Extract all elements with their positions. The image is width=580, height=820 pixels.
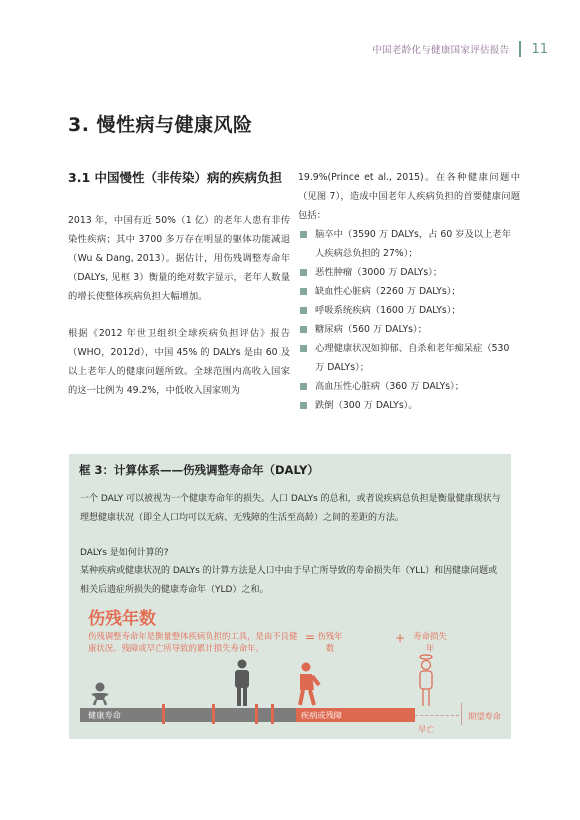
list-item [298,396,520,415]
list-item-text: 高血压性心脏病（360 万 DALYs）； [315,381,465,392]
list-item-text: 缺血性心脏病（2260 万 DALYs）； [315,286,461,297]
list-item-text: 跌倒（300 万 DALYs）。 [315,400,418,411]
box-title: 框 3：计算体系——伤残调整寿命年（DALY） [79,463,319,477]
square-bullet-icon [300,269,307,276]
box-question: DALYs 是如何计算的? [80,548,169,558]
square-bullet-icon [300,326,307,333]
paragraph-2-start: 根据《2012 年世卫组织全球疾病负担评估》报告（WHO，2012d），中国 45% 的 DALYs 是由 60 及以上老年人的健康问题所致。全球范围内高收入国家的这一比例为 49.2%，中低收入国家则为 [68,328,290,396]
box-answer: 某种疾病或健康状况的 DALYs 的计算方法是人口中由于早亡所导致的寿命损失年（YLL）和因健康问题或相关后遗症所损失的健康寿命年（YLD）之和。 [80,566,498,595]
square-bullet-icon [300,307,307,314]
square-bullet-icon [300,231,307,238]
lost-years-dashed-line [415,715,459,716]
header-divider [519,41,521,57]
paragraph-2-continued: 19.9%(Prince et al., 2015)。在各种健康问题中（见图 7），造成中国老年人疾病负担的首要健康问题包括： [298,172,520,221]
paragraph-1: 2013 年，中国有近 50%（1 亿）的老年人患有非传染性疾病；其中 3700 多万存在明显的躯体功能减退（Wu & Dang, 2013）。据估计，用伤残调整寿命年（DALYs, 见框 3）衡量的绝对数字显示，老年人数量的增长使整体疾病负担大幅增加。 [68,215,290,302]
list-item-text: 脑卒中（3590 万 DALYs，占 60 岁及以上老年人疾病总负担的 27%）； [315,229,511,259]
list-item-text: 心理健康状况如抑郁、自杀和老年痴呆症（530 万 DALYs）； [315,343,510,373]
life-expectancy-marker [461,703,462,725]
page-number: 11 [531,41,548,57]
list-item [298,225,520,263]
list-item [298,263,520,282]
running-title: 中国老龄化与健康国家评估报告 [372,45,510,56]
square-bullet-icon [300,402,307,409]
chapter-title: 3. 慢性病与健康风险 [68,114,253,136]
daly-info-box [69,454,511,739]
list-item-text: 呼吸系统疾病（1600 万 DALYs）； [315,305,461,316]
square-bullet-icon [300,288,307,295]
timeline-event-tick [271,704,274,724]
timeline-label-healthy: 健康寿命 [88,710,121,720]
death-label: 早亡 [418,724,435,734]
equals-sign: = [305,630,316,644]
list-item [298,301,520,320]
angel-halo-icon [416,654,436,708]
term-yll: 寿命损失年 [413,631,447,653]
list-item-text: 糖尿病（560 万 DALYs）； [315,324,427,335]
timeline-label-disease: 疾病或残障 [301,710,342,720]
left-column [68,168,290,418]
timeline-event-tick [162,704,165,724]
health-problems-list [298,225,520,415]
square-bullet-icon [300,383,307,390]
plus-sign: + [395,631,406,645]
list-item-text: 恶性肿瘤（3000 万 DALYs）； [315,267,443,278]
square-bullet-icon [300,345,307,352]
list-item [298,339,520,377]
baby-icon [90,682,110,706]
infographic-heading: 伤残年数 [88,609,156,629]
right-column [298,168,520,415]
list-item [298,282,520,301]
person-with-cast-icon [295,662,321,706]
life-expectancy-label: 期望寿命 [468,711,501,721]
adult-person-icon [232,659,252,707]
box-definition: 一个 DALY 可以被视为一个健康寿命年的损失。人口 DALYs 的总和，或者说疾病总负担是衡量健康现状与理想健康状况（即全人口均可以无病、无残障的生活至高龄）之间的差距的方法。 [80,494,501,523]
list-item [298,320,520,339]
running-header [372,41,548,57]
term-yld: 伤残年数 [317,631,343,653]
section-title: 3.1 中国慢性（非传染）病的疾病负担 [68,170,282,185]
timeline-event-tick [212,704,215,724]
infographic-description: 伤残调整寿命年是衡量整体疾病负担的工具，是由不良健康状况、残障或早亡所导致的累计损失寿命年。 [88,631,298,653]
list-item [298,377,520,396]
timeline-event-tick [255,704,258,724]
